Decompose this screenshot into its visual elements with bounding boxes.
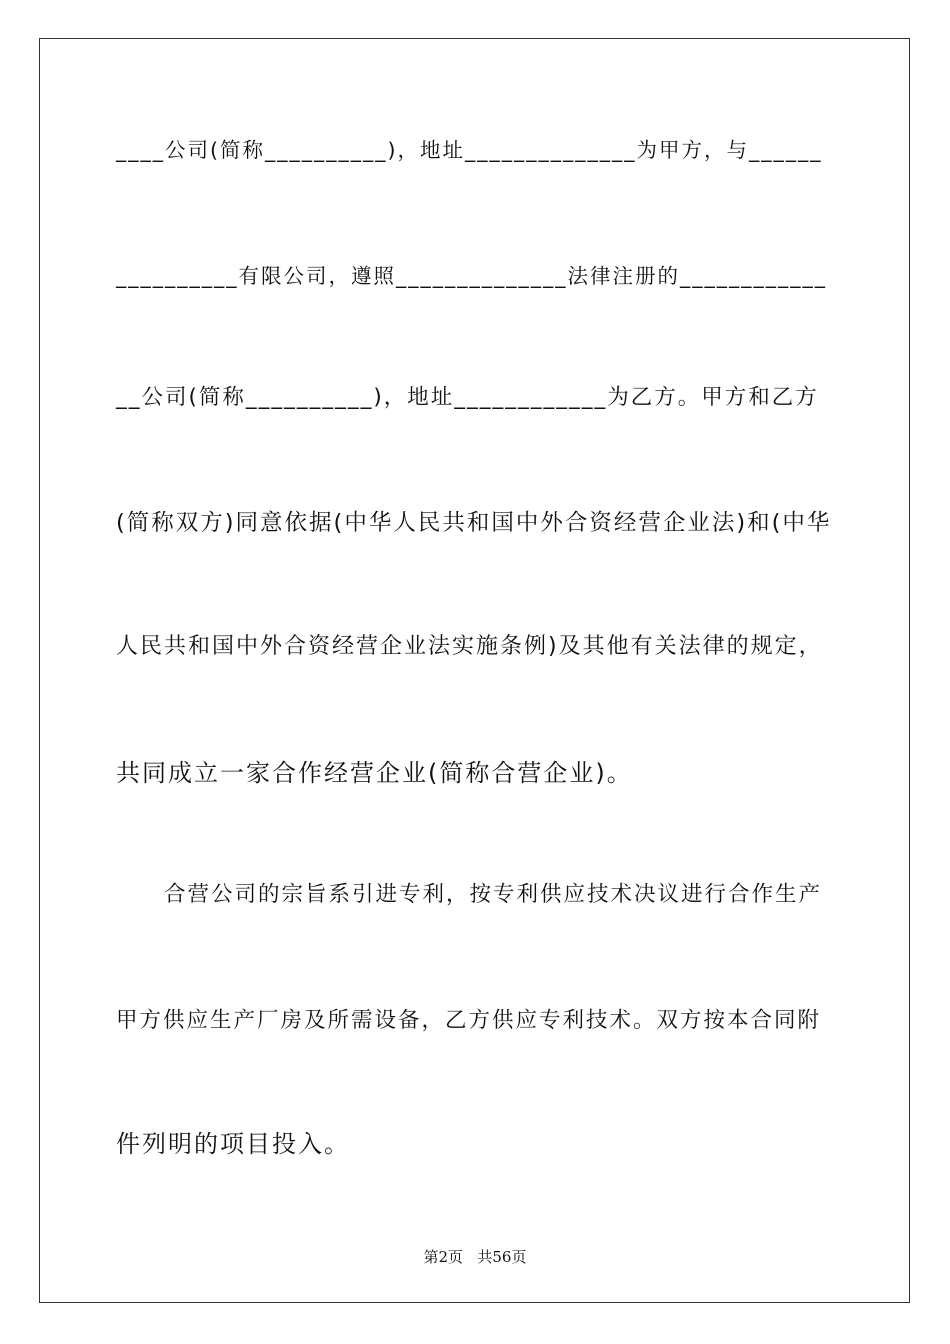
text-line-2: __________有限公司，遵照______________法律注册的____________ (116, 264, 827, 288)
page-footer (0, 1246, 950, 1267)
text-line-5: 人民共和国中外合资经营企业法实施条例)及其他有关法律的规定， (116, 634, 823, 659)
page-border (39, 38, 910, 1303)
text-line-3: __公司(简称__________)，地址____________为乙方。甲方和乙方 (116, 385, 819, 410)
text-line-1: ____公司(简称__________)，地址______________为甲方，与______ (116, 138, 823, 162)
text-line-4: (简称双方)同意依据(中华人民共和国中外合资经营企业法)和(中华 (116, 510, 832, 536)
page-number: 第2页 (423, 1248, 464, 1266)
text-line-8: 甲方供应生产厂房及所需设备，乙方供应专利技术。双方按本合同附 (116, 1008, 822, 1033)
text-line-6: 共同成立一家合作经营企业(简称合营企业)。 (116, 759, 633, 787)
page-total: 共56页 (477, 1248, 527, 1266)
text-line-9: 件列明的项目投入。 (116, 1130, 350, 1158)
text-line-7: 合营公司的宗旨系引进专利，按专利供应技术决议进行合作生产 (164, 882, 823, 907)
